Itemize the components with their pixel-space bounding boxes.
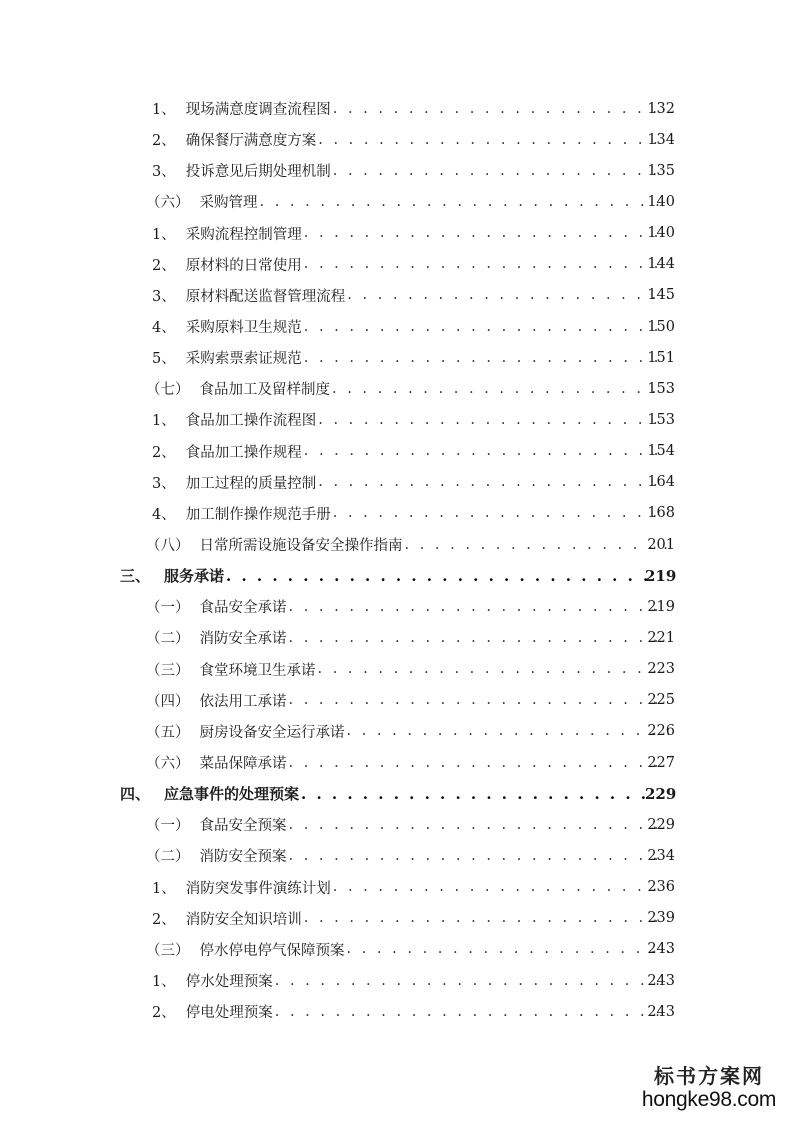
toc-entry-page: 144 bbox=[647, 256, 675, 273]
toc-entry-page: 151 bbox=[647, 349, 675, 366]
toc-entry[interactable] bbox=[0, 840, 793, 871]
toc-entry[interactable] bbox=[0, 903, 793, 934]
toc-entry[interactable] bbox=[0, 996, 793, 1027]
toc-entry[interactable] bbox=[0, 685, 793, 716]
toc-leader-dots bbox=[275, 973, 669, 989]
toc-entry[interactable] bbox=[0, 342, 793, 373]
toc-leader-dots bbox=[289, 692, 670, 708]
toc-leader-dots bbox=[289, 848, 670, 864]
toc-entry-page: 236 bbox=[647, 879, 675, 896]
toc-entry-number: 1、 bbox=[152, 880, 176, 897]
watermark-url: hongke98.com bbox=[641, 1088, 777, 1111]
toc-entry[interactable] bbox=[0, 373, 793, 404]
toc-entry[interactable] bbox=[0, 280, 793, 311]
toc-entry-page: 234 bbox=[647, 847, 675, 864]
toc-entry[interactable] bbox=[0, 155, 793, 186]
toc-entry-number: 2、 bbox=[152, 1005, 176, 1022]
toc-entry-title: 确保餐厅满意度方案 bbox=[185, 133, 317, 150]
toc-leader-dots bbox=[260, 194, 670, 210]
toc-entry[interactable] bbox=[0, 747, 793, 778]
toc-entry-title: 食品安全承诺 bbox=[199, 600, 287, 617]
toc-entry-number: 5、 bbox=[152, 351, 176, 368]
toc-entry[interactable] bbox=[0, 778, 793, 809]
toc-leader-dots bbox=[318, 132, 669, 148]
toc-leader-dots bbox=[318, 661, 670, 677]
toc-entry-page: 223 bbox=[647, 661, 675, 678]
toc-entry-title: 菜品保障承诺 bbox=[199, 756, 287, 773]
toc-entry[interactable] bbox=[0, 529, 793, 560]
toc-entry-title: 食堂环境卫生承诺 bbox=[199, 662, 316, 679]
toc-entry-title: 停水停电停气保障预案 bbox=[199, 942, 345, 959]
toc-entry-number: （六） bbox=[146, 195, 190, 212]
toc-entry-page: 226 bbox=[647, 723, 675, 740]
toc-entry-title: 采购原料卫生规范 bbox=[185, 320, 302, 337]
toc-entry-page: 164 bbox=[647, 474, 675, 491]
toc-entry-number: （三） bbox=[146, 942, 190, 959]
toc-leader-dots bbox=[333, 505, 669, 521]
toc-entry-page: 150 bbox=[647, 318, 675, 335]
toc-entry-page: 145 bbox=[647, 287, 675, 304]
toc-entry-page: 243 bbox=[647, 941, 675, 958]
toc-entry[interactable] bbox=[0, 591, 793, 622]
toc-entry[interactable] bbox=[0, 965, 793, 996]
toc-entry-page: 153 bbox=[647, 380, 675, 397]
watermark-logo bbox=[639, 1064, 779, 1112]
toc-entry-number: 4、 bbox=[152, 320, 176, 337]
toc-entry-title: 厨房设备安全运行承诺 bbox=[199, 724, 345, 741]
watermark-name: 标书方案网 bbox=[654, 1064, 764, 1088]
toc-leader-dots bbox=[318, 474, 669, 490]
toc-entry-title: 依法用工承诺 bbox=[199, 693, 287, 710]
toc-leader-dots bbox=[333, 101, 669, 117]
toc-entry-number: （一） bbox=[146, 818, 190, 835]
toc-entry[interactable] bbox=[0, 218, 793, 249]
toc-entry-page: 153 bbox=[647, 411, 675, 428]
toc-entry-page: 135 bbox=[647, 162, 675, 179]
toc-entry-number: （三） bbox=[146, 662, 190, 679]
toc-leader-dots bbox=[304, 319, 669, 335]
toc-entry[interactable] bbox=[0, 467, 793, 498]
toc-leader-dots bbox=[304, 256, 669, 272]
toc-entry-page: 229 bbox=[647, 816, 675, 833]
toc-entry[interactable] bbox=[0, 436, 793, 467]
toc-leader-dots bbox=[304, 910, 669, 926]
toc-entry-title: 停电处理预案 bbox=[185, 1005, 273, 1022]
toc-entry-number: 2、 bbox=[152, 257, 176, 274]
toc-leader-dots bbox=[347, 723, 670, 739]
toc-leader-dots bbox=[332, 381, 669, 397]
toc-entry-title: 消防安全承诺 bbox=[199, 631, 287, 648]
toc-entry[interactable] bbox=[0, 654, 793, 685]
toc-entry-number: 3、 bbox=[152, 475, 176, 492]
toc-entry-title: 食品加工及留样制度 bbox=[199, 382, 330, 399]
toc-entry-page: 227 bbox=[647, 754, 675, 771]
toc-leader-dots bbox=[333, 163, 669, 179]
toc-entry-page: 201 bbox=[647, 536, 675, 553]
toc-entry-number: 1、 bbox=[152, 974, 176, 990]
toc-entry-number: 3、 bbox=[152, 288, 176, 305]
toc-leader-dots bbox=[226, 567, 669, 585]
toc-entry-page: 219 bbox=[645, 566, 677, 585]
toc-entry-page: 225 bbox=[647, 692, 675, 709]
toc-entry[interactable] bbox=[0, 311, 793, 342]
toc-entry-title: 消防突发事件演练计划 bbox=[185, 880, 331, 897]
toc-entry-number: 2、 bbox=[152, 444, 176, 461]
toc-entry-page: 239 bbox=[647, 910, 675, 927]
toc-entry-page: 243 bbox=[647, 972, 675, 989]
toc-leader-dots bbox=[405, 537, 670, 553]
toc-leader-dots bbox=[289, 630, 670, 646]
toc-entry-title: 加工制作操作规范手册 bbox=[185, 506, 331, 523]
toc-entry-title: 采购流程控制管理 bbox=[185, 226, 302, 243]
toc-entry[interactable] bbox=[0, 124, 793, 155]
toc-entry-title: 停水处理预案 bbox=[185, 974, 273, 990]
toc-entry-title: 加工过程的质量控制 bbox=[185, 475, 317, 492]
toc-leader-dots bbox=[304, 443, 669, 459]
toc-entry-title: 采购索票索证规范 bbox=[185, 351, 302, 368]
toc-entry[interactable] bbox=[0, 809, 793, 840]
toc-entry-number: （五） bbox=[146, 724, 190, 741]
toc-entry-title: 消防安全预案 bbox=[199, 849, 287, 866]
toc-entry-number: 1、 bbox=[152, 102, 176, 119]
toc-entry-number: 1、 bbox=[152, 413, 176, 430]
toc-entry-page: 219 bbox=[647, 598, 675, 615]
toc-entry-page: 168 bbox=[647, 505, 675, 522]
toc-entry-title: 现场满意度调查流程图 bbox=[185, 102, 331, 119]
toc-entry[interactable] bbox=[0, 716, 793, 747]
toc-entry-title: 原材料的日常使用 bbox=[185, 257, 302, 274]
toc-entry-number: （八） bbox=[146, 538, 190, 555]
toc-entry-page: 140 bbox=[647, 225, 675, 242]
toc-entry[interactable] bbox=[0, 249, 793, 280]
toc-entry-title: 投诉意见后期处理机制 bbox=[185, 164, 331, 181]
toc-entry-page: 132 bbox=[647, 100, 675, 117]
toc-entry-number: 2、 bbox=[152, 133, 176, 150]
toc-entry-title: 原材料配送监督管理流程 bbox=[185, 288, 346, 305]
toc-entry-number: 四、 bbox=[120, 785, 151, 804]
toc-leader-dots bbox=[304, 350, 669, 366]
toc-leader-dots bbox=[275, 1004, 669, 1020]
toc-entry-page: 154 bbox=[647, 443, 675, 460]
toc-entry-title: 食品安全预案 bbox=[199, 818, 287, 835]
toc-entry[interactable] bbox=[0, 934, 793, 965]
toc-leader-dots bbox=[301, 785, 669, 803]
toc-leader-dots bbox=[304, 225, 669, 241]
toc-leader-dots bbox=[289, 817, 670, 833]
toc-entry-title: 采购管理 bbox=[199, 195, 258, 212]
toc-leader-dots bbox=[318, 412, 669, 428]
toc-entry-number: （七） bbox=[146, 382, 190, 399]
toc-entry-title: 日常所需设施设备安全操作指南 bbox=[199, 538, 403, 555]
toc-leader-dots bbox=[289, 755, 670, 771]
toc-entry[interactable] bbox=[0, 498, 793, 529]
toc-entry-number: 三、 bbox=[120, 567, 151, 586]
toc-entry-number: （一） bbox=[146, 600, 190, 617]
toc-entry-title: 应急事件的处理预案 bbox=[164, 785, 300, 804]
toc-entry-page: 243 bbox=[647, 1003, 675, 1020]
toc-entry-page: 140 bbox=[647, 193, 675, 210]
toc-entry-page: 229 bbox=[645, 784, 677, 803]
toc-entry[interactable] bbox=[0, 560, 793, 591]
toc-leader-dots bbox=[347, 287, 669, 303]
toc-entry[interactable] bbox=[0, 404, 793, 435]
toc-entry-number: 1、 bbox=[152, 226, 176, 243]
toc-entry-number: 3、 bbox=[152, 164, 176, 181]
toc-entry-title: 食品加工操作规程 bbox=[185, 444, 302, 461]
toc-leader-dots bbox=[289, 599, 670, 615]
toc-entry-number: 4、 bbox=[152, 506, 176, 523]
toc-entry-number: （六） bbox=[146, 756, 190, 773]
toc-entry-page: 134 bbox=[647, 131, 675, 148]
toc-entry[interactable] bbox=[0, 872, 793, 903]
toc-leader-dots bbox=[333, 879, 669, 895]
table-of-contents bbox=[0, 93, 793, 1027]
toc-entry-number: （四） bbox=[146, 693, 190, 710]
toc-entry[interactable] bbox=[0, 622, 793, 653]
toc-entry[interactable] bbox=[0, 93, 793, 124]
toc-entry-title: 消防安全知识培训 bbox=[185, 911, 302, 928]
toc-entry-number: （二） bbox=[146, 631, 190, 648]
toc-entry-number: 2、 bbox=[152, 911, 176, 928]
toc-entry-page: 221 bbox=[647, 629, 675, 646]
toc-entry-number: （二） bbox=[146, 849, 190, 866]
toc-entry[interactable] bbox=[0, 186, 793, 217]
toc-entry-title: 食品加工操作流程图 bbox=[185, 413, 317, 430]
toc-leader-dots bbox=[347, 941, 670, 957]
toc-entry-title: 服务承诺 bbox=[164, 567, 225, 586]
